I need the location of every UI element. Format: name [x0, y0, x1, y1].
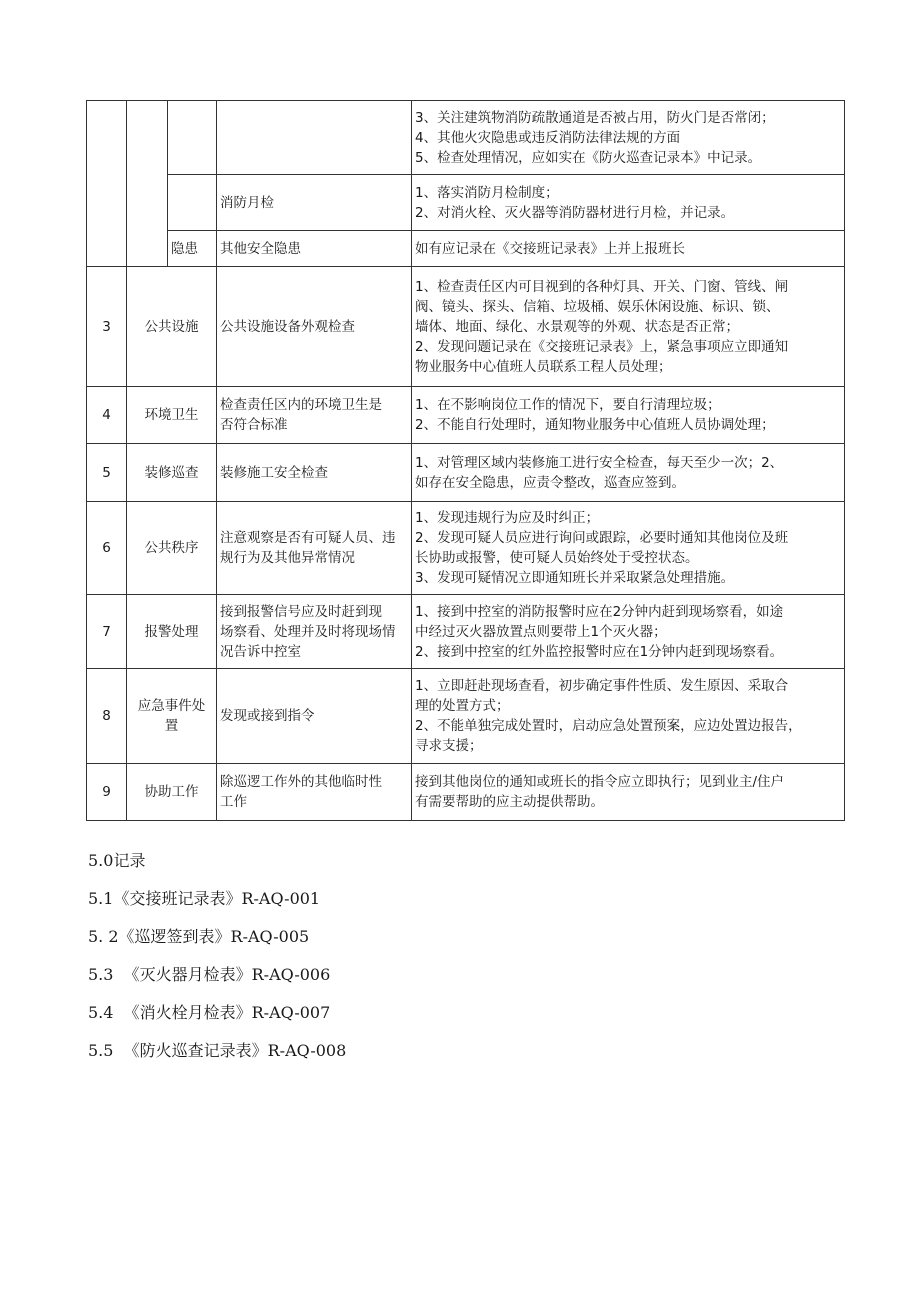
- cell-num: 8: [87, 669, 127, 764]
- cell-item: 公共设施设备外观检查: [217, 267, 412, 387]
- record-item: 5.4 《消火栓月检表》R-AQ-007: [88, 1003, 331, 1022]
- detail-line: 4、其他火灾隐患或违反消防法律法规的方面: [415, 129, 681, 146]
- detail-line: 长协助或报警，使可疑人员始终处于受控状态。: [415, 550, 699, 566]
- item-line: 除巡逻工作外的其他临时性: [220, 774, 382, 790]
- detail-line: 1、检查责任区内可目视到的各种灯具、开关、门窗、管线、闸: [415, 278, 789, 295]
- cell-details: [412, 669, 845, 764]
- cell-details: [412, 764, 845, 821]
- item-line: 否符合标准: [220, 417, 288, 433]
- cell-num-empty: [87, 101, 127, 267]
- detail-line: 2、不能自行处理时，通知物业服务中心值班人员协调处理；: [415, 417, 775, 433]
- cell-num: 5: [87, 444, 127, 502]
- detail-line: 2、不能单独完成处置时，启动应急处置预案，应边处置边报告，: [415, 718, 802, 734]
- cell-category: 环境卫生: [127, 387, 217, 444]
- detail-line: 1、落实消防月检制度；: [415, 184, 559, 201]
- item-line: 况告诉中控室: [220, 643, 301, 660]
- item-line: 接到报警信号应及时赶到现: [220, 603, 382, 620]
- detail-line: 1、发现违规行为应及时纠正；: [415, 510, 600, 526]
- cell-item: [217, 387, 412, 444]
- detail-line: 物业服务中心值班人员联系工程人员处理；: [415, 358, 672, 375]
- table-row: [87, 387, 845, 444]
- detail-line: 如存在安全隐患，应责令整改，巡查应签到。: [415, 474, 685, 491]
- detail-line: 3、关注建筑物消防疏散通道是否被占用，防火门是否常闭；: [415, 109, 775, 126]
- record-item: 5. 2《巡逻签到表》R-AQ-005: [88, 927, 310, 946]
- cell-item: [217, 764, 412, 821]
- cell-category: 协助工作: [127, 764, 217, 821]
- cell-item: [217, 502, 412, 595]
- records-heading: 5.0记录: [88, 851, 146, 870]
- record-item: 5.3 《灭火器月检表》R-AQ-006: [88, 965, 331, 984]
- detail-line: 2、接到中控室的红外监控报警时应在1分钟内赶到现场察看。: [415, 643, 784, 660]
- table-row: [87, 101, 845, 175]
- cell-num: 4: [87, 387, 127, 444]
- table-row: [87, 175, 845, 231]
- cell-details: [412, 444, 845, 502]
- cell-item: 发现或接到指令: [217, 669, 412, 764]
- cell-item: [217, 595, 412, 669]
- detail-line: 1、在不影响岗位工作的情况下，要自行清理垃圾；: [415, 397, 721, 413]
- table-row: [87, 267, 845, 387]
- item-line: 检查责任区内的环境卫生是: [220, 397, 382, 413]
- cell-details: [412, 267, 845, 387]
- cell-category: 公共秩序: [127, 502, 217, 595]
- cell-item: 消防月检: [217, 175, 412, 231]
- table-row: [87, 669, 845, 764]
- detail-line: 2、发现可疑人员应进行询问或跟踪，必要时通知其他岗位及班: [415, 530, 789, 546]
- table-row: [87, 444, 845, 502]
- cell-details: [412, 101, 845, 175]
- detail-line: 阀、镜头、探头、信箱、垃圾桶、娱乐休闲设施、标识、锁、: [415, 298, 780, 315]
- cell-item: 其他安全隐患: [217, 231, 412, 267]
- cell-category: 公共设施: [127, 267, 217, 387]
- item-line: 规行为及其他异常情况: [220, 550, 355, 566]
- cell-num: 7: [87, 595, 127, 669]
- record-item: 5.5 《防火巡查记录表》R-AQ-008: [88, 1041, 347, 1060]
- cell-details: [412, 502, 845, 595]
- cell-num: 9: [87, 764, 127, 821]
- table-row: [87, 764, 845, 821]
- cell-item-empty: [217, 101, 412, 175]
- cell-category: [127, 669, 217, 764]
- cell-details: [412, 175, 845, 231]
- cell-num: 6: [87, 502, 127, 595]
- detail-line: 3、发现可疑情况立即通知班长并采取紧急处理措施。: [415, 570, 735, 586]
- cell-item: 装修施工安全检查: [217, 444, 412, 502]
- detail-line: 5、检查处理情况，应如实在《防火巡查记录本》中记录。: [415, 149, 762, 166]
- table-row: [87, 231, 845, 267]
- detail-line: 寻求支援；: [415, 738, 483, 754]
- detail-line: 理的处置方式；: [415, 698, 510, 714]
- cell-category: 装修巡查: [127, 444, 217, 502]
- item-line: 场察看、处理并及时将现场情: [220, 623, 396, 640]
- cell-category: 报警处理: [127, 595, 217, 669]
- detail-line: 1、对管理区域内装修施工进行安全检查，每天至少一次；2、: [415, 454, 784, 471]
- detail-line: 墙体、地面、绿化、水景观等的外观、状态是否正常；: [415, 318, 739, 335]
- cell-num: 3: [87, 267, 127, 387]
- detail-line: 2、对消火栓、灭火器等消防器材进行月检，并记录。: [415, 204, 735, 221]
- records-section: [88, 842, 346, 1070]
- detail-line: 中经过灭火器放置点则要带上1个灭火器；: [415, 623, 667, 640]
- detail-line: 接到其他岗位的通知或班长的指令应立即执行；见到业主/住户: [415, 774, 785, 790]
- detail-line: 2、发现问题记录在《交接班记录表》上，紧急事项应立即通知: [415, 338, 789, 355]
- item-line: 注意观察是否有可疑人员、违: [220, 530, 396, 546]
- detail-line: 如有应记录在《交接班记录表》上并上报班长: [415, 240, 685, 257]
- cell-subcategory-empty: [168, 101, 217, 175]
- patrol-duties-table: [86, 100, 845, 821]
- cell-details: [412, 595, 845, 669]
- cell-subcategory: 隐患: [168, 231, 217, 267]
- detail-line: 1、立即赶赴现场查看，初步确定事件性质、发生原因、采取合: [415, 678, 789, 694]
- cell-subcategory-empty: [168, 175, 217, 231]
- category-line: 应急事件处: [137, 698, 206, 714]
- category-line: 置: [164, 718, 179, 734]
- table-row: [87, 502, 845, 595]
- detail-line: 有需要帮助的应主动提供帮助。: [415, 794, 604, 810]
- cell-category-empty: [127, 101, 168, 267]
- detail-line: 1、接到中控室的消防报警时应在2分钟内赶到现场察看，如途: [415, 603, 784, 620]
- cell-details: [412, 387, 845, 444]
- item-line: 工作: [220, 794, 247, 810]
- record-item: 5.1《交接班记录表》R-AQ-001: [88, 889, 321, 908]
- cell-details: [412, 231, 845, 267]
- table-row: [87, 595, 845, 669]
